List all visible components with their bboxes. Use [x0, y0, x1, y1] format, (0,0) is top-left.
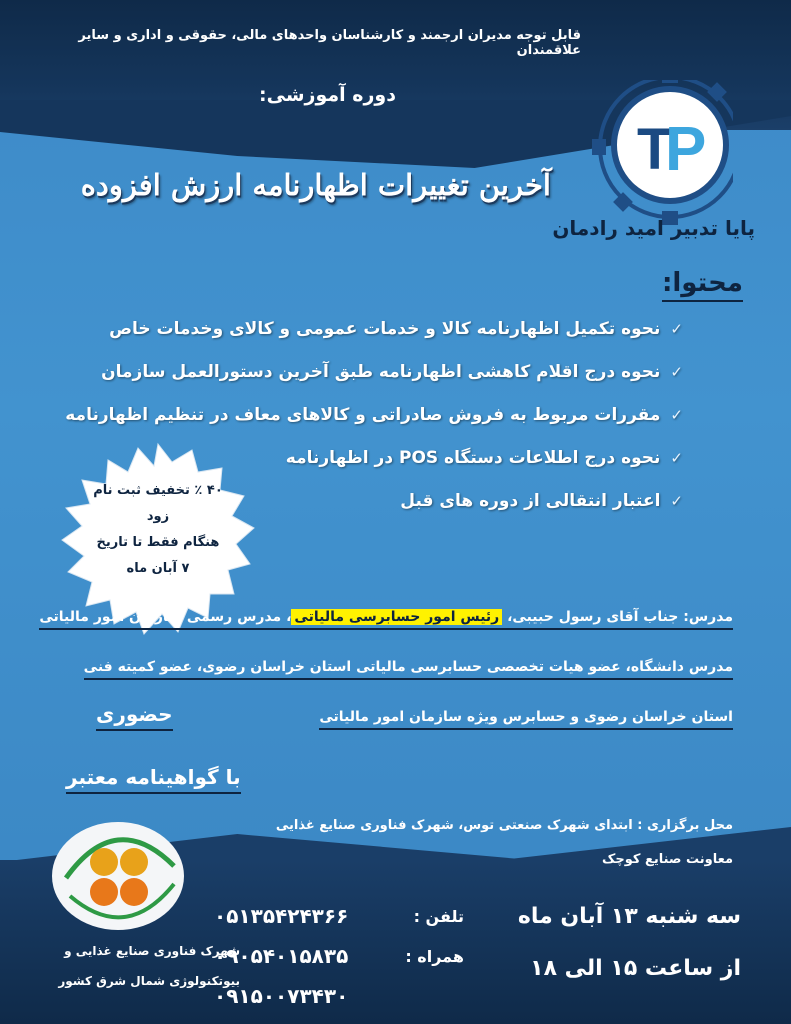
logo-letter-p: P: [665, 115, 707, 184]
partner-logo: [46, 818, 194, 938]
content-heading: محتوا:: [662, 268, 743, 302]
teacher-line-2: [73, 656, 733, 678]
mobile-row: [214, 944, 464, 968]
certificate-note: با گواهینامه معتبر: [66, 765, 241, 794]
teacher-intro: مدرس: جناب آقای رسول حبیبی،: [507, 609, 733, 625]
check-icon: ✓: [670, 363, 683, 381]
mobile-label: همراه :: [405, 946, 464, 966]
venue-line-2: معاونت صنایع کوچک: [602, 852, 733, 867]
list-item: [65, 394, 683, 437]
list-item: [103, 351, 683, 394]
logo-letter-t: T: [637, 117, 673, 182]
list-item-label: نحوه درج اطلاعات دستگاه POS در اظهارنامه: [285, 448, 661, 468]
check-icon: ✓: [670, 492, 683, 510]
brand-name: پایا تدبیر امید رادمان: [552, 216, 755, 240]
teacher-role: ، مدرس رسمی سازمان امور مالیاتی: [39, 609, 292, 625]
phone-label: تلفن :: [413, 906, 464, 926]
company-logo: [573, 80, 733, 230]
check-icon: ✓: [670, 449, 683, 467]
mobile-number: ۰۹۰۵۴۰۱۵۸۳۵: [214, 944, 349, 968]
check-icon: ✓: [670, 320, 683, 338]
event-time: از ساعت ۱۵ الی ۱۸: [530, 956, 741, 981]
partner-name-1: شهرک فناوری صنایع غذایی و: [64, 944, 240, 958]
discount-line-3: ۷ آبان ماه: [126, 561, 190, 576]
teacher-line-1: [39, 606, 733, 628]
teacher-title-highlight: رئیس امور حسابرسی مالیاتی: [291, 609, 502, 625]
list-item-label: نحوه تکمیل اظهارنامه کالا و خدمات عمومی و کالای وخدمات خاص: [109, 319, 661, 339]
partner-name-2: بیوتکنولوژی شمال شرق کشور: [58, 974, 240, 988]
mobile2-number: ۰۹۱۵۰۰۷۳۴۳۰: [214, 984, 349, 1008]
list-item-label: مقررات مربوط به فروش صادراتی و کالاهای معاف در تنظیم اظهارنامه: [65, 405, 661, 425]
discount-line-1: ۴۰ ٪ تخفیف ثبت نام زود: [93, 483, 223, 524]
event-date: سه شنبه ۱۳ آبان ماه: [517, 904, 741, 929]
phone-row: [214, 904, 464, 928]
mobile2-row: [214, 984, 464, 1008]
discount-badge-text: [80, 478, 236, 582]
list-item: [103, 308, 683, 351]
phone-number: ۰۵۱۳۵۴۲۴۳۶۶: [214, 904, 349, 928]
teacher-line-2-text: مدرس دانشگاه، عضو هیات تخصصی حسابرسی مالیاتی استان خراسان رضوی، عضو کمیته فنی: [84, 659, 733, 680]
list-item-label: اعتبار انتقالی از دوره های قبل: [400, 491, 661, 511]
venue-line-1: محل برگزاری : ابتدای شهرک صنعتی توس، شهرک فناوری صنایع غذایی: [275, 818, 733, 833]
course-label: دوره آموزشی:: [259, 84, 396, 106]
logo-circle: [611, 86, 729, 204]
attendance-mode: حضوری: [96, 702, 173, 731]
teacher-line-3-text: استان خراسان رضوی و حسابرس ویژه سازمان امور مالیاتی: [319, 709, 733, 730]
list-item-label: نحوه درج اقلام کاهشی اظهارنامه طبق آخرین دستورالعمل سازمان: [101, 362, 661, 382]
discount-line-2: هنگام فقط تا تاریخ: [96, 535, 220, 550]
page-title: آخرین تغییرات اظهارنامه ارزش افزوده: [80, 168, 551, 202]
audience-line: قابل توجه مدیران ارجمند و کارشناسان واحدهای مالی، حقوقی و اداری و سایر علاقمندان: [78, 28, 581, 58]
teacher-line-1-underline: [39, 609, 733, 630]
check-icon: ✓: [670, 406, 683, 424]
